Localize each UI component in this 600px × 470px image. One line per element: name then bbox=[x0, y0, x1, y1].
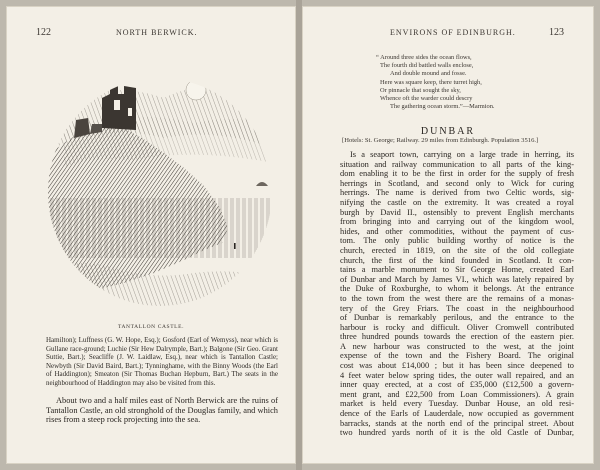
body-line: the Duke of Roxburghe, to whom it belongs. At the entrance bbox=[340, 284, 574, 294]
poem-line: The fourth did battled walls enclose, bbox=[380, 62, 474, 70]
poem-line: And double mound and fosse. bbox=[390, 70, 467, 78]
poem-line: Here was square keep, there turret high, bbox=[380, 78, 482, 86]
seats-paragraph: Hamilton); Luffness (G. W. Hope, Esq.); Gosford (Earl of Wemyss), near which is Gullane race-ground; Luchie (Sir Hew Dalrymple, Bart.); Balgone (Sir Geo. Grant Suttie, Bart.); Seacliffe (J. W. Laidlaw, Esq.), near which is Tantallon Castle; Newbyth (Sir David Baird, Bart.); Tynninghame, with the Binny Woods (the Earl of Haddington); Smeaton (Sir Thomas Buchan Hepburn, Bart.) The seats in the neighbourhood of Haddington may also be visited from this. bbox=[46, 336, 278, 387]
dunbar-body-text bbox=[340, 150, 574, 438]
hotels-line: [Hotels: St. George; Railway. 29 miles from Edinburgh. Population 3516.] bbox=[342, 137, 539, 144]
tantallon-paragraph: About two and a half miles east of North Berwick are the ruins of Tantallon Castle, an old stronghold of the Douglas family, and which rises from a steep rock projecting into the sea. bbox=[46, 396, 278, 425]
poem-line: “ Around three sides the ocean flows, bbox=[376, 54, 472, 61]
body-line: tains a marble monument to Sir George Home, created Earl bbox=[340, 265, 574, 275]
body-line: to the town from the west there are the remains of a monas- bbox=[340, 293, 574, 303]
body-line: dence of the Earls of Lauderdale, now occupied as government bbox=[340, 409, 574, 419]
left-running-title: NORTH BERWICK. bbox=[116, 28, 198, 37]
body-line: from bringing into and carrying out of the kingdom wool, bbox=[340, 217, 574, 227]
body-line: ment grant, and £22,500 from Loan Commissioners). A grain bbox=[340, 389, 574, 399]
right-running-head bbox=[302, 28, 594, 42]
right-page-number: 123 bbox=[549, 27, 564, 38]
poem-line: Or pinnacle that sought the sky, bbox=[380, 86, 461, 94]
left-running-head bbox=[6, 28, 296, 42]
body-line: of Dunbar is remarkably perilous, and the entrance to the bbox=[340, 313, 574, 323]
left-small-print bbox=[46, 336, 278, 388]
body-line: situation and railway communication to all parts of the king- bbox=[340, 159, 574, 169]
body-line: cost was about £14,000 ; but it has been since deepened to bbox=[340, 361, 574, 371]
left-body-text bbox=[46, 396, 278, 425]
body-line: tom. The only public building worthy of notice is the bbox=[340, 236, 574, 246]
right-running-title: ENVIRONS OF EDINBURGH. bbox=[390, 28, 516, 37]
section-title: DUNBAR bbox=[420, 126, 476, 137]
left-page-number: 122 bbox=[36, 27, 51, 38]
body-line: church, the first of the kind founded in Scotland. It con- bbox=[340, 255, 574, 265]
body-line: hides, and other commodities, without the payment of cus- bbox=[340, 226, 574, 236]
illustration-caption: TANTALLON CASTLE. bbox=[117, 324, 185, 330]
body-line: market is held every Tuesday. Dunbar House, an old resi- bbox=[340, 399, 574, 409]
body-line: herrings. The name is derived from two Celtic words, sig- bbox=[340, 188, 574, 198]
body-line: three hundred pounds towards the erection of the eastern pier. bbox=[340, 332, 574, 342]
right-page bbox=[302, 6, 594, 464]
body-line: church, erected in 1819, on the site of the old collegiate bbox=[340, 245, 574, 255]
body-line: nifying the castle on the extremity. It was created a royal bbox=[340, 197, 574, 207]
tantallon-castle-engraving bbox=[44, 68, 276, 308]
body-line: of Dunbar and March by James VI., which was lately repaired by bbox=[340, 274, 574, 284]
poem-line: Whence oft the warder could descry bbox=[380, 95, 473, 103]
body-line: A new harbour was constructed to the west, at the joint bbox=[340, 341, 574, 351]
body-line: dom enabling it to be the first in order for the supply of fresh bbox=[340, 169, 574, 179]
body-line: expense of the town and the Fishery Board. The original bbox=[340, 351, 574, 361]
body-line: barracks, stands at the north end of the principal street. About bbox=[340, 418, 574, 428]
body-line: Is a seaport town, carrying on a large trade in herring, its bbox=[350, 150, 574, 159]
body-line: harbour is rocky and difficult. Oliver Cromwell contributed bbox=[340, 322, 574, 332]
poem-line: The gathering ocean storm.”—Marmion. bbox=[390, 103, 495, 111]
body-line: burgh by David II., ostensibly to prevent English merchants bbox=[340, 207, 574, 217]
body-line: 4 feet water below spring tides, the outer wall repaired, and an bbox=[340, 370, 574, 380]
body-line: tery of the Grey Friars. The coast in the neighbourhood bbox=[340, 303, 574, 313]
left-page bbox=[6, 6, 296, 464]
body-line: herrings in Scotland, and second only to Wick for curing bbox=[340, 178, 574, 188]
marmion-quote bbox=[376, 54, 576, 111]
body-line: inner quay erected, at a cost of £35,000 (£12,500 a govern- bbox=[340, 380, 574, 390]
body-line: two hundred yards north of it is the old Castle of Dunbar, bbox=[340, 428, 574, 438]
